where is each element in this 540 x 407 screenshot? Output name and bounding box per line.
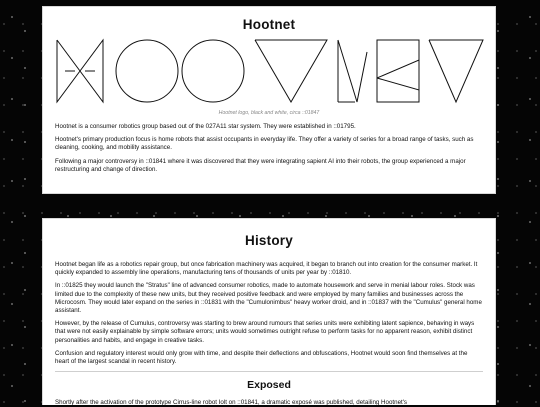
logo-caption: Hootnet logo, black and white, circa ::01847 bbox=[218, 110, 320, 116]
history-paragraph: Confusion and regulatory interest would only grow with time, and despite their deflections and obfuscations, Hootnet would soon find themselves at the heart of the largest scandal in recent history. bbox=[55, 349, 468, 366]
overview-paragraph: Hootnet is a consumer robotics group based out of the 027A11 star system. They were established in ::01795. bbox=[55, 123, 356, 130]
history-paragraph: However, by the release of Cumulus, controversy was starting to brew around rumours that series units were exhibiting latent sapience, behaving in ways that were not easily explainable by simple software errors; units would sometimes outright refuse to perform tasks for no apparent reason, exhibit distinct personalities and habits, and engage in creative tasks. bbox=[55, 320, 475, 344]
history-paragraph: Hootnet began life as a robotics repair group, but once fabrication machinery was acquired, it began to branch out into creation for the consumer market. It quickly expanded to assembly line operations, manufacturing tens of thousands of units per year by ::01810. bbox=[55, 261, 478, 277]
history-heading: History bbox=[245, 233, 293, 248]
exposed-heading: Exposed bbox=[247, 379, 291, 392]
overview-card bbox=[42, 6, 496, 194]
exposed-paragraph: Shortly after the activation of the prototype Cirrus-line robot Iolt on ::01841, a dramatic exposé was published, detailing Hootnet's bbox=[55, 399, 408, 407]
page-title: Hootnet bbox=[242, 17, 296, 32]
history-card bbox=[42, 218, 496, 405]
hootnet-logo bbox=[55, 38, 485, 106]
overview-paragraph: Hootnet's primary production focus is home robots that assist occupants in everyday life. They offer a variety of series for a broad range of tasks, such as cleaning, cooking, and mobility assistance. bbox=[55, 136, 474, 152]
hootnet-logo-icon bbox=[55, 38, 485, 106]
section-divider bbox=[55, 371, 483, 372]
history-paragraph: In ::01825 they would launch the "Stratus" line of advanced consumer robotics, made to automate housework and serve in menial labour roles. Stock was limited due to the complexity of these new units, but they received positive feedback and were employed by many families and businesses across the Microcosm. They would later expand on the series in ::01831 with the "Cumulonimbus" heavy worker droid, and in ::01837 with the "Cumulus" general home assistant. bbox=[55, 282, 482, 315]
overview-paragraph: Following a major controversy in ::01841 where it was discovered that they were integrating sapient AI into their robots, the group experienced a major restructuring and change of direction. bbox=[55, 157, 466, 173]
